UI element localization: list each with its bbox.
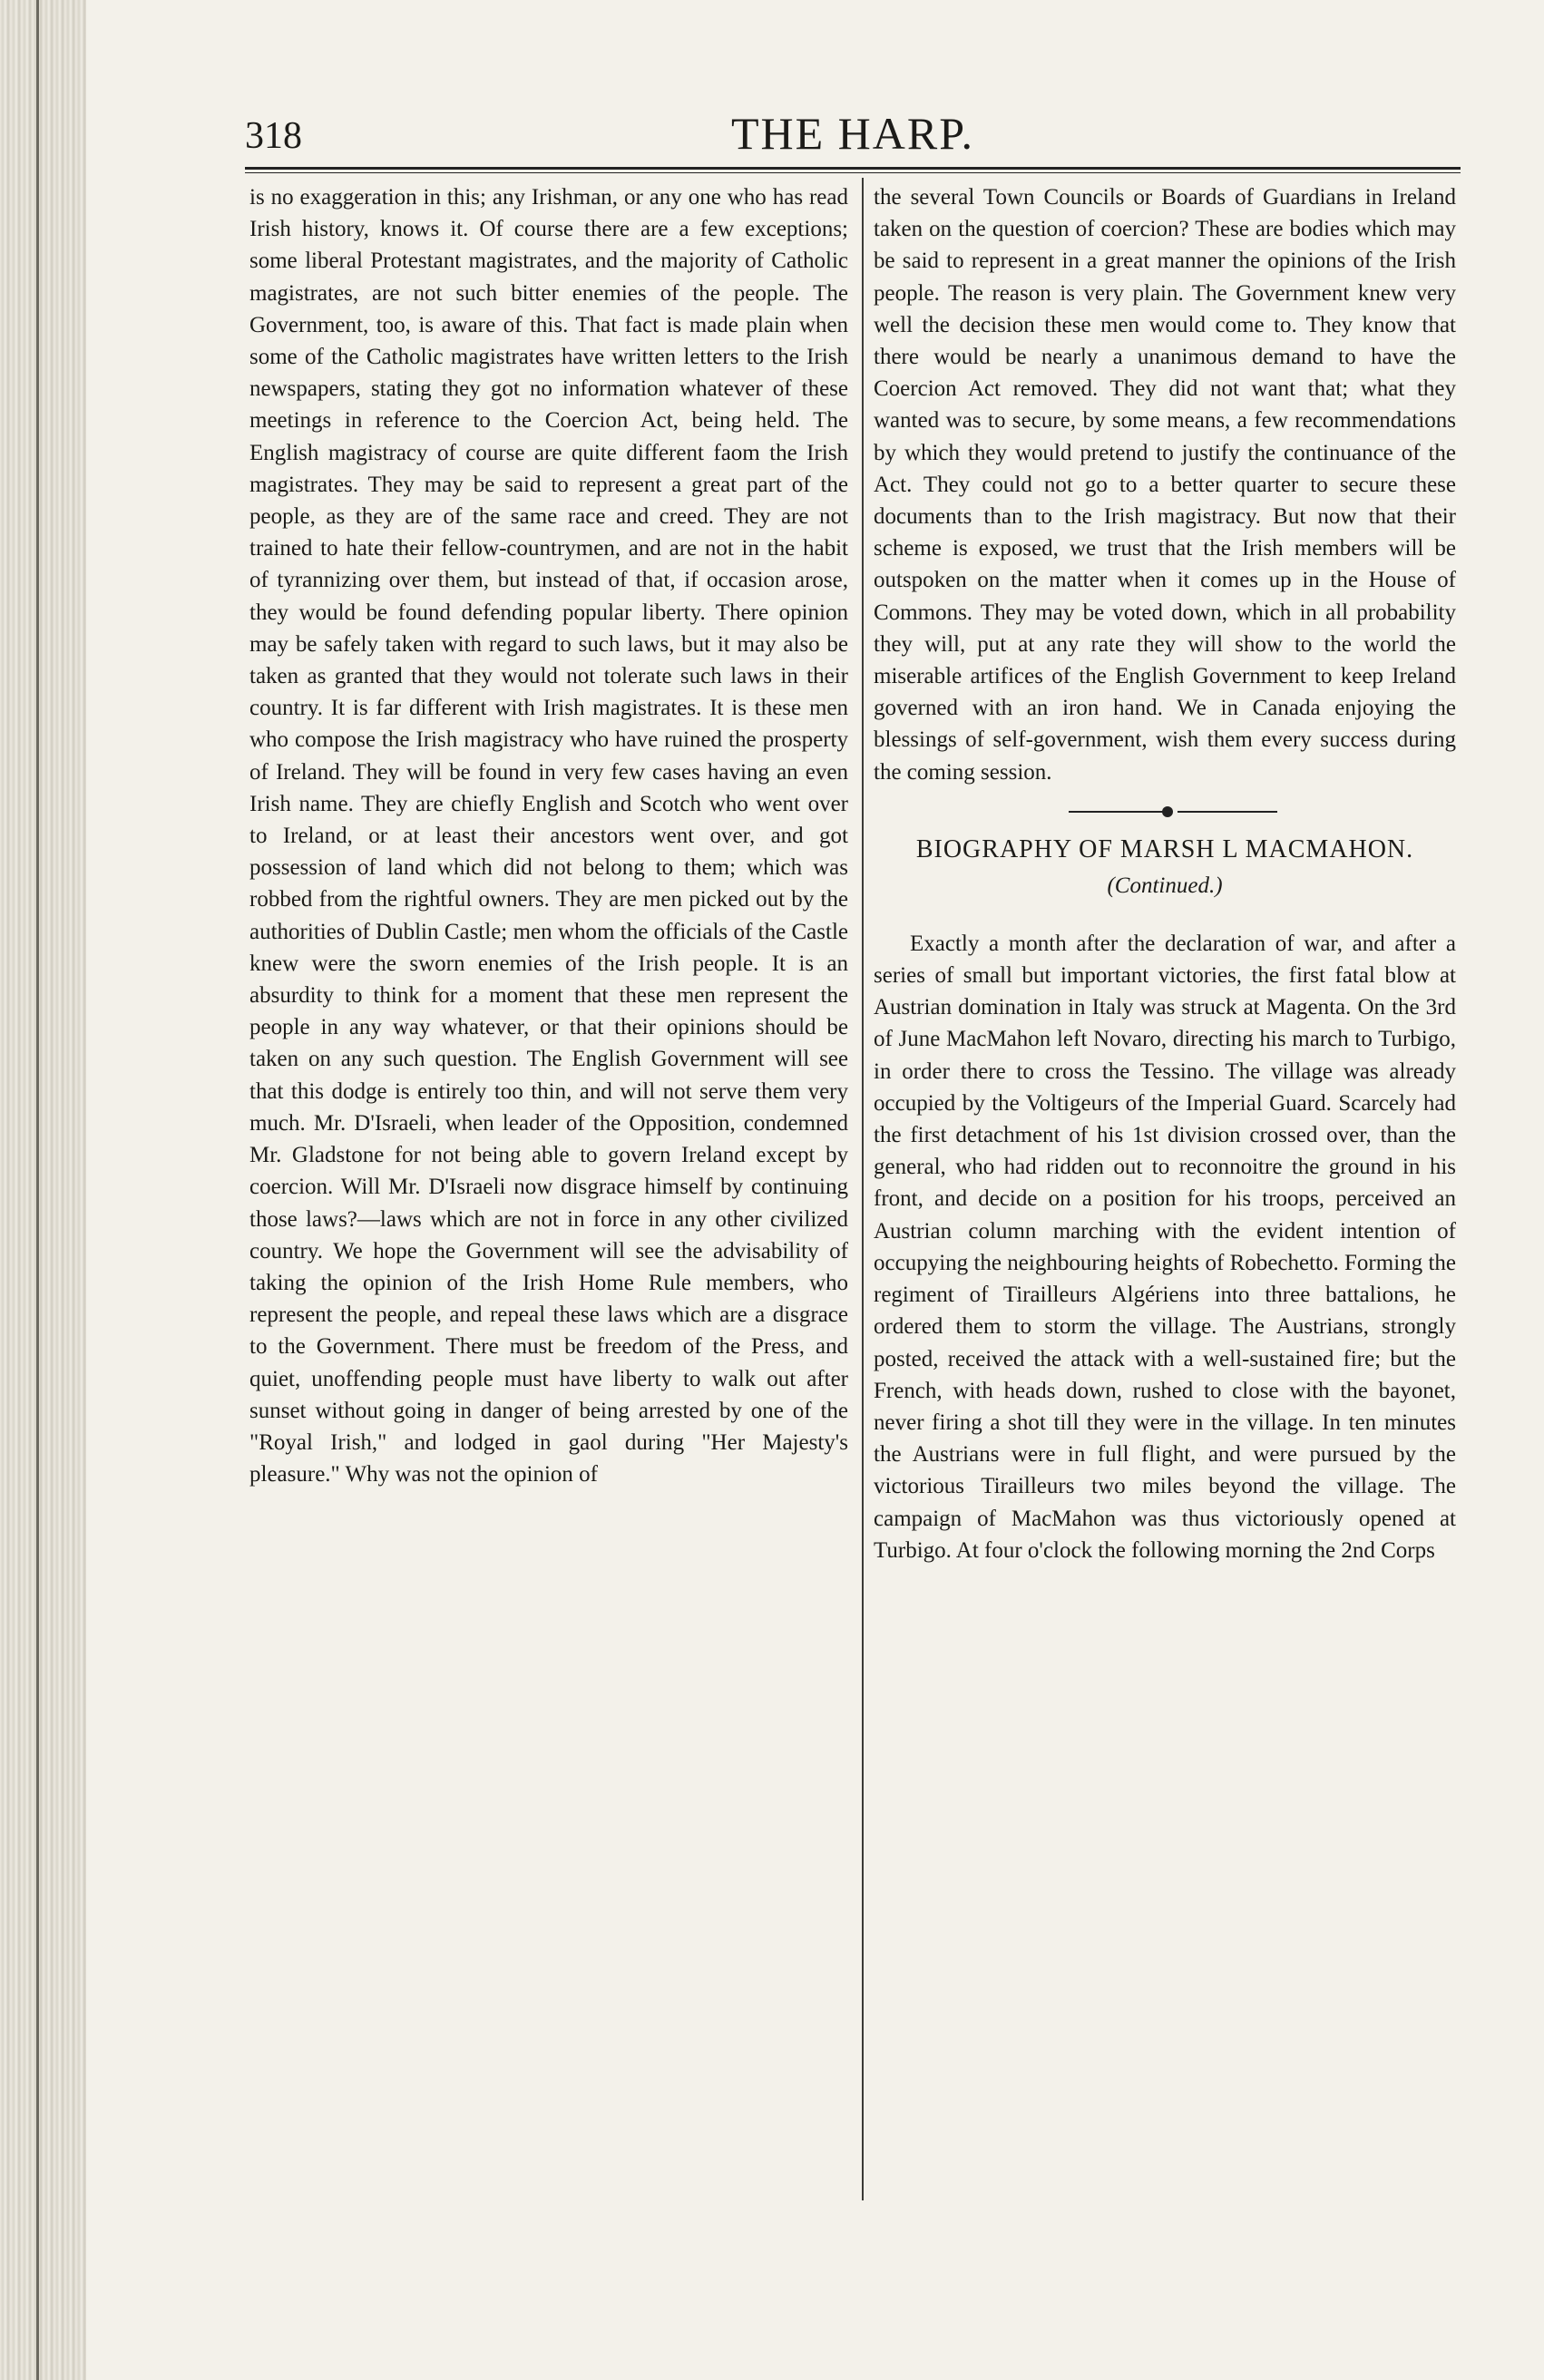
right-column-text: the several Town Councils or Boards of Guardians in Ireland taken on the question of coercion? These are bodies which may be said to represent in a great manner the opinions of the Irish people. The reason is very plain. The Government knew very well the decision these men would come to. They know that there would be nearly a unanimous demand to have the Coercion Act removed. They did not want that; what they wanted was to secure, by some means, a few recommendations by which they would pretend to justify the continuance of the Act. They could not go to a better quarter to secure these documents than to the Irish magistracy. But now that their scheme is exposed, we trust that the Irish members will be outspoken on the matter when it comes up in the House of Commons. They may be voted down, which in all probability they will, put at any rate they will show to the world the miserable artifices of the English Government to keep Ireland governed with an iron hand. We in Canada enjoying the blessings of self-government, wish them every success during the coming session. bbox=[874, 185, 1456, 785]
left-column-text: is no exaggeration in this; any Irishman, or any one who has read Irish history, knows it. Of course there are a few exceptions; some liberal Protestant magistrates, and the majority of Catholic magistrates, are not such bitter enemies of the people. The Government, too, is aware of this. That fact is made plain when some of the Catholic magistrates have written letters to the Irish newspapers, stating they got no information whatever of these meetings in reference to the Coercion Act, being held. The English magistracy of course are quite different faom the Irish magistrates. They may be said to represent a great part of the people, as they are of the same race and creed. They are not trained to hate their fellow-countrymen, and are not in the habit of tyrannizing over them, but instead of that, if occasion arose, they would be found defending popular liberty. There opinion may be safely taken with regard to such laws, but it may also be taken as granted that they would not tolerate such laws in their country. It is far different with Irish magistrates. It is these men who compose the Irish magistracy who have ruined the prosperty of Ireland. They will be found in very few cases having an even Irish name. They are chiefly English and Scotch who went over to Ireland, or at least their ancestors went over, and got possession of land which did not belong to them; which was robbed from the rightful owners. They are men picked out by the authorities of Dublin Castle; men whom the officials of the Castle knew were the sworn enemies of the Irish people. It is an absurdity to think for a moment that these men represent the people in any way whatever, or that their opinions should be taken on any such question. The English Government will see that this dodge is entirely too thin, and will not serve them very much. Mr. D'Israeli, when leader of the Opposition, condemned Mr. Gladstone for not being able to govern Ireland except by coercion. Will Mr. D'Israeli now disgrace himself by continuing those laws?—laws which are not in force in any other civilized country. We hope the Government will see the advisability of taking the opinion of the Irish Home Rule members, who represent the people, and repeal these laws which are a disgrace to the Government. There must be freedom of the Press, and quiet, unoffending people must have liberty to walk out after sunset without going in danger of being arrested by one of the "Royal Irish," and lodged in gaol during "Her Majesty's pleasure." Why was not the opinion of bbox=[249, 185, 848, 1488]
section-title: BIOGRAPHY OF MARSH L MACMAHON. bbox=[915, 834, 1414, 863]
column-divider bbox=[862, 178, 864, 2200]
section-ornament bbox=[874, 801, 1456, 823]
article-text: Exactly a month after the declaration of war, and after a series of small but important victories, the first fatal blow at Austrian domination in Italy was struck at Magenta. On the 3rd of June MacMahon left Novaro, directing his march to Turbigo, in order there to cross the Tessino. The village was already occupied by the Voltigeurs of the Imperial Guard. Scarcely had the first detachment of his 1st division crossed over, than the general, who had ridden out to reconnoitre the ground in his front, and decide on a position for his troops, perceived an Austrian column marching with the evident intention of occupying the neighbouring heights of Robechetto. Forming the regiment of Tirailleurs Algériens into three battalions, he ordered them to storm the village. The Austrians, strongly posted, received the attack with a well-sustained fire; but the French, with heads down, rushed to close with the bayonet, never firing a shot till they were in the village. In ten minutes the Austrians were in full flight, and were pursued by the victorious Tirailleurs two miles beyond the village. The campaign of MacMahon was thus victoriously opened at Turbigo. At four o'clock the following morning the 2nd Corps bbox=[874, 931, 1456, 1563]
header-double-rule bbox=[245, 167, 1461, 173]
page-binding-edge bbox=[0, 0, 86, 2380]
right-column bbox=[874, 181, 1456, 1566]
page-header bbox=[245, 107, 1461, 161]
running-head: THE HARP. bbox=[730, 108, 975, 159]
binding-rule bbox=[36, 0, 39, 2380]
left-column bbox=[249, 181, 848, 1490]
section-subtitle: (Continued.) bbox=[1107, 873, 1223, 898]
page-number: 318 bbox=[245, 115, 302, 157]
